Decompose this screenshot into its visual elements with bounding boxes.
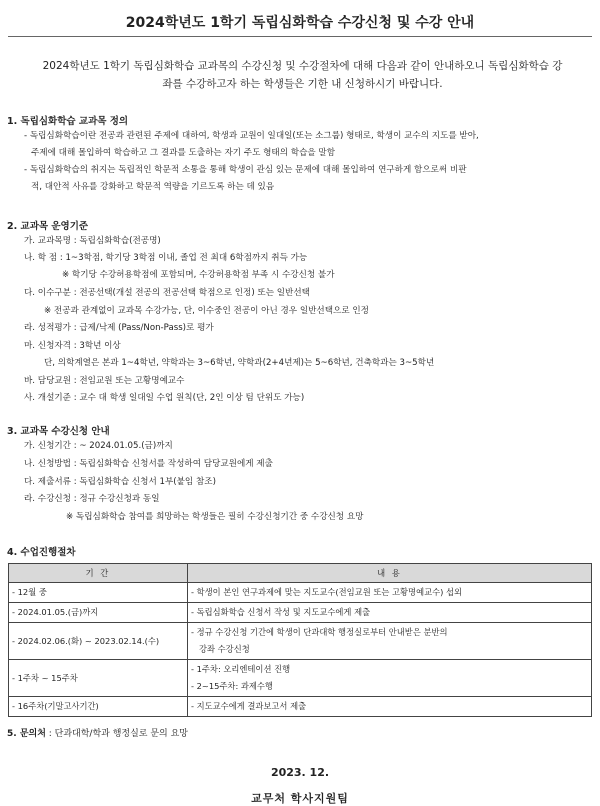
title-divider [8, 36, 592, 37]
schedule-table [8, 563, 592, 717]
section-2-note-1: ※ 학기당 수강허용학점에 포함되며, 수강허용학점 부족 시 수강신청 불가 [62, 270, 335, 280]
content-line: - 2~15주차: 과제수행 [191, 681, 273, 691]
period-cell: - 2024.02.06.(화) ~ 2023.02.14.(수) [9, 623, 188, 660]
section-2-heading: 2. 교과목 운영기준 [7, 221, 89, 232]
issuing-office: 교무처 학사지원팀 [251, 792, 349, 805]
header-content: 내 용 [188, 564, 592, 583]
section-2-item-ra: 라. 성적평가 : 급제/낙제 (Pass/Non-Pass)로 평가 [24, 323, 214, 333]
intro-line-2: 좌를 수강하고자 하는 학생들은 기한 내 신청하시기 바랍니다. [162, 78, 443, 90]
section-2-note-2: ※ 전공과 관계없이 교과목 수강가능, 단, 이수중인 전공이 아닌 경우 일반선택으로 인정 [44, 306, 369, 316]
period-cell: - 12월 중 [9, 583, 188, 603]
period-cell: - 1주차 ~ 15주차 [9, 660, 188, 697]
content-cell: - 지도교수에게 결과보고서 제출 [188, 697, 592, 717]
section-2-item-ma-detail: 단, 의학계열은 본과 1~4학년, 약학과는 3~6학년, 약학과(2+4년제)는 5~6학년, 건축학과는 3~5학년 [44, 358, 435, 368]
table-row [9, 697, 592, 717]
content-cell: - 학생이 본인 연구과제에 맞는 지도교수(전임교원 또는 고황명예교수) 섭외 [188, 583, 592, 603]
table-row [9, 603, 592, 623]
section-2-item-ba: 바. 담당교원 : 전임교원 또는 고황명예교수 [24, 376, 185, 386]
section-2-item-ga: 가. 교과목명 : 독립심화학습(전공명) [24, 236, 161, 246]
table-row [9, 623, 592, 660]
section-5-heading: 5. 문의처 [7, 729, 46, 739]
section-5-line [7, 728, 188, 741]
content-line: 강좌 수강신청 [199, 644, 250, 654]
section-5-text: : 단과대학/학과 행정실로 문의 요망 [45, 729, 188, 739]
section-1-bullet-1a: - 독립심화학습이란 전공과 관련된 주제에 대하여, 학생과 교원이 일대일(또는 소그룹) 형태로, 학생이 교수의 지도를 받아, [24, 131, 479, 141]
content-line: - 1주차: 오리엔테이션 진행 [191, 664, 291, 674]
document-title: 2024학년도 1학기 독립심화학습 수강신청 및 수강 안내 [125, 15, 475, 31]
content-cell: - 독립심화학습 신청서 작성 및 지도교수에게 제출 [188, 603, 592, 623]
content-line: - 정규 수강신청 기간에 학생이 단과대학 행정실로부터 안내받은 분반의 [191, 627, 448, 637]
section-1-bullet-2b: 적, 대안적 사유를 강화하고 학문적 역량을 기르도록 하는 데 있음 [31, 182, 275, 192]
table-row [9, 583, 592, 603]
section-3-item-ra: 라. 수강신청 : 정규 수강신청과 동일 [24, 494, 160, 504]
section-1-heading: 1. 독립심화학습 교과목 정의 [7, 116, 129, 127]
content-cell [188, 660, 592, 697]
section-2-item-da: 다. 이수구분 : 전공선택(개설 전공의 전공선택 학점으로 인정) 또는 일반선택 [24, 288, 310, 298]
document-date: 2023. 12. [270, 766, 330, 779]
section-1-bullet-2a: - 독립심화학습의 취지는 독립적인 학문적 소통을 통해 학생이 관심 있는 문제에 대해 몰입하여 연구하게 함으로써 비판 [24, 165, 467, 175]
section-2-item-ma: 마. 신청자격 : 3학년 이상 [24, 341, 121, 351]
intro-paragraph [30, 57, 575, 93]
section-4-heading: 4. 수업진행절차 [7, 547, 76, 558]
section-3-item-da: 다. 제출서류 : 독립심화학습 신청서 1부(붙임 참조) [24, 477, 216, 487]
table-header-row [9, 564, 592, 583]
section-3-heading: 3. 교과목 수강신청 안내 [7, 426, 110, 437]
section-3-item-na: 나. 신청방법 : 독립심화학습 신청서를 작성하여 담당교원에게 제출 [24, 459, 273, 469]
period-cell: - 16주차(기말고사기간) [9, 697, 188, 717]
section-3-note: ※ 독립심화학습 참여를 희망하는 학생들은 필히 수강신청기간 중 수강신청 요망 [66, 512, 364, 522]
section-2-item-sa: 사. 개설기준 : 교수 대 학생 일대일 수업 원칙(단, 2인 이상 팀 단위도 가능) [24, 393, 305, 403]
section-2-item-na: 나. 학 점 : 1~3학점, 학기당 3학점 이내, 졸업 전 최대 6학점까지 취득 가능 [24, 253, 308, 263]
content-cell [188, 623, 592, 660]
intro-line-1: 2024학년도 1학기 독립심화학습 교과목의 수강신청 및 수강절차에 대해 다음과 같이 안내하오니 독립심화학습 강 [42, 60, 563, 72]
table-row [9, 660, 592, 697]
period-cell: - 2024.01.05.(금)까지 [9, 603, 188, 623]
header-period: 기 간 [9, 564, 188, 583]
section-3-item-ga: 가. 신청기간 : ~ 2024.01.05.(금)까지 [24, 441, 173, 451]
section-1-bullet-1b: 주제에 대해 몰입하여 학습하고 그 결과를 도출하는 자기 주도 형태의 학습을 말함 [31, 148, 336, 158]
